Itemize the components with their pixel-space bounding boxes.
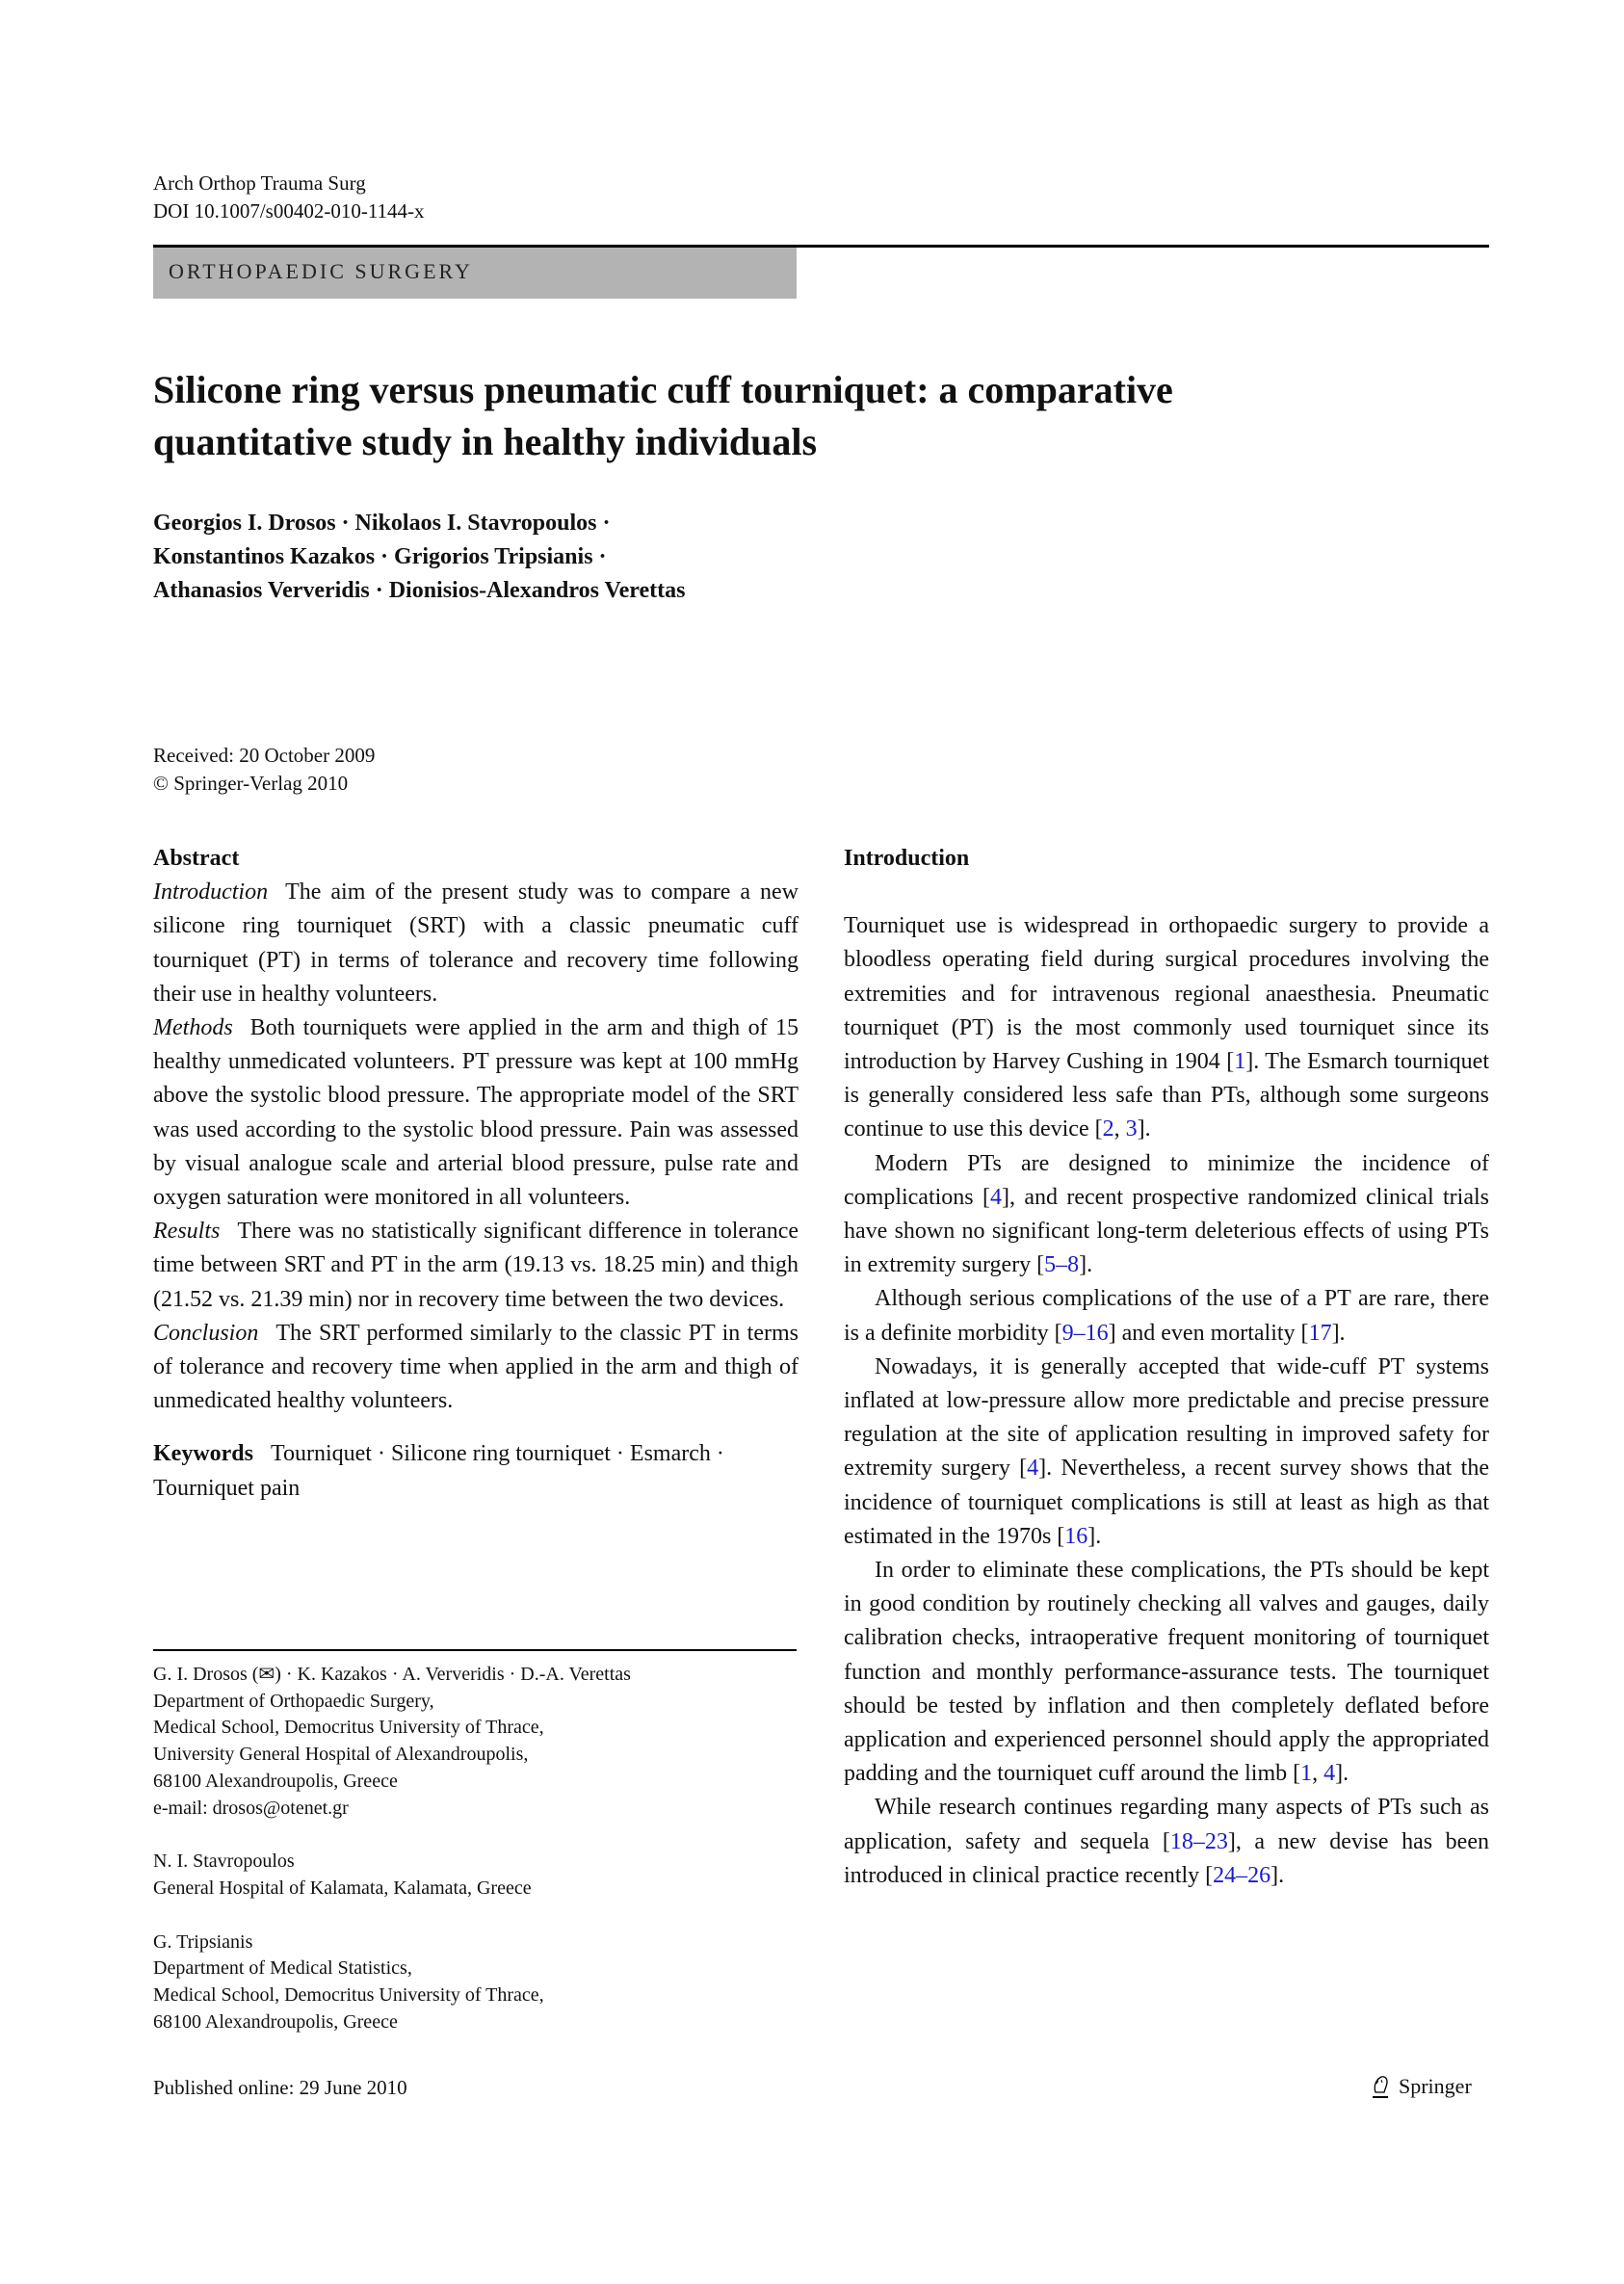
citation-link[interactable]: 4 (1027, 1456, 1039, 1482)
abstract-introduction: Introduction The aim of the present study was to compare a new silicone ring tourniquet (SRT) with a classic pneumatic cuff tourniquet (PT) in terms of tolerance and recovery time following their use in healthy volunteers. (153, 879, 799, 1007)
citation-link[interactable]: 2 (1102, 1116, 1114, 1142)
citation-link[interactable]: 24–26 (1213, 1862, 1271, 1888)
doi: DOI 10.1007/s00402-010-1144-x (153, 199, 425, 223)
citation-link[interactable]: 1 (1234, 1049, 1246, 1075)
citation-link[interactable]: 1 (1300, 1761, 1313, 1787)
affiliation-1: G. I. Drosos (✉) · K. Kazakos · A. Ververidis · D.-A. Verettas Department of Orthopaedic Surgery, Medical School, Democritus University of Thrace, University General Hospital of Alexandroupolis, 68100 Alexandroupolis, Greece e-mail: drosos@otenet.gr (153, 1662, 808, 1822)
introduction-section (844, 842, 1489, 1893)
received-date: Received: 20 October 2009 (153, 744, 376, 767)
intro-paragraph-6: While research continues regarding many aspects of PTs such as application, safety and sequela [18–23], a new devise has been introduced in clinical practice recently [24–26]. (844, 1795, 1489, 1888)
published-online: Published online: 29 June 2010 (153, 2076, 407, 2099)
citation-link[interactable]: 5–8 (1044, 1252, 1080, 1278)
section-label: ORTHOPAEDIC SURGERY (169, 259, 473, 283)
article-title: Silicone ring versus pneumatic cuff tourniquet: a comparative quantitative study in healthy individuals (153, 368, 1173, 463)
introduction-heading: Introduction (844, 846, 970, 871)
intro-paragraph-3: Although serious complications of the use of a PT are rare, there is a definite morbidity [9–16] and even mortality [17]. (844, 1286, 1489, 1346)
citation-link[interactable]: 4 (990, 1184, 1002, 1210)
article-dates (153, 742, 375, 798)
intro-paragraph-1: Tourniquet use is widespread in orthopaedic surgery to provide a bloodless operating field during surgical procedures involving the extremities and for intravenous regional anaesthesia. Pneumatic tourniquet (PT) is the most commonly used tourniquet since its introduction by Harvey Cushing in 1904 [1]. The Esmarch tourniquet is generally considered less safe than PTs, although some surgeons continue to use this device [2, 3]. (844, 913, 1490, 1142)
citation-link[interactable]: 18–23 (1169, 1828, 1228, 1854)
affiliation-3: G. Tripsianis Department of Medical Statistics, Medical School, Democritus University of Thrace, 68100 Alexandroupolis, Greece (153, 1930, 544, 2033)
email-link[interactable]: e-mail: drosos@otenet.gr (153, 1797, 349, 1819)
abstract-results: Results There was no statistically significant difference in tolerance time between SRT and PT in the arm (19.13 vs. 18.25 min) and thigh (21.52 vs. 21.39 min) nor in recovery time between the two devices. (153, 1219, 799, 1312)
abstract (153, 842, 799, 1506)
journal-name: Arch Orthop Trauma Surg (153, 171, 366, 195)
intro-paragraph-2: Modern PTs are designed to minimize the incidence of complications [4], and recent prospective randomized clinical trials have shown no significant long-term deleterious effects of using PTs in extremity surgery [5–8]. (844, 1150, 1489, 1278)
abstract-heading: Abstract (153, 846, 240, 871)
affiliations (153, 1649, 808, 2035)
section-banner (153, 248, 797, 299)
abstract-conclusion: Conclusion The SRT performed similarly to the classic PT in terms of tolerance and recovery time when applied in the arm and thigh of unmedicated healthy volunteers. (153, 1320, 799, 1414)
citation-link[interactable]: 3 (1125, 1116, 1138, 1142)
publisher-name: Springer (1399, 2074, 1472, 2098)
keywords: Keywords Tourniquet · Silicone ring tourniquet · Esmarch · Tourniquet pain (153, 1441, 724, 1501)
intro-paragraph-4: Nowadays, it is generally accepted that wide-cuff PT systems inflated at low-pressure allow more predictable and precise pressure regulation at the site of application resulting in improved safety for extremity surgery [4]. Nevertheless, a recent survey shows that the incidence of tourniquet complications is still at least as high as that estimated in the 1970s [16]. (844, 1353, 1489, 1549)
citation-link[interactable]: 16 (1064, 1523, 1088, 1549)
intro-paragraph-5: In order to eliminate these complications, the PTs should be kept in good condition by routinely checking all valves and gauges, daily calibration checks, intraoperative frequent monitoring of tourniquet function and monthly performance-assurance tests. The tourniquet should be tested by inflation and then completely deflated before application and experienced personnel should apply the appropriated padding and the tourniquet cuff around the limb [1, 4]. (844, 1558, 1489, 1787)
affiliation-2: N. I. Stavropoulos General Hospital of Kalamata, Kalamata, Greece (153, 1851, 532, 1899)
author-list: Georgios I. Drosos · Nikolaos I. Stavropoulos · Konstantinos Kazakos · Grigorios Tripsianis · Athanasios Ververidis · Dionisios-Alexandros Verettas (153, 511, 686, 603)
citation-link[interactable]: 4 (1323, 1761, 1336, 1787)
journal-header (153, 170, 425, 225)
publisher-mark (1368, 2073, 1472, 2100)
copyright: © Springer-Verlag 2010 (153, 772, 349, 795)
citation-link[interactable]: 9–16 (1061, 1320, 1109, 1346)
springer-horse-icon (1368, 2073, 1393, 2100)
citation-link[interactable]: 17 (1308, 1320, 1332, 1346)
abstract-methods: Methods Both tourniquets were applied in the arm and thigh of 15 healthy unmedicated volunteers. PT pressure was kept at 100 mmHg above the systolic blood pressure. The appropriate model of the SRT was used according to the systolic blood pressure. Pain was assessed by visual analogue scale and arterial blood pressure, pulse rate and oxygen saturation were monitored in all volunteers. (153, 1015, 799, 1211)
